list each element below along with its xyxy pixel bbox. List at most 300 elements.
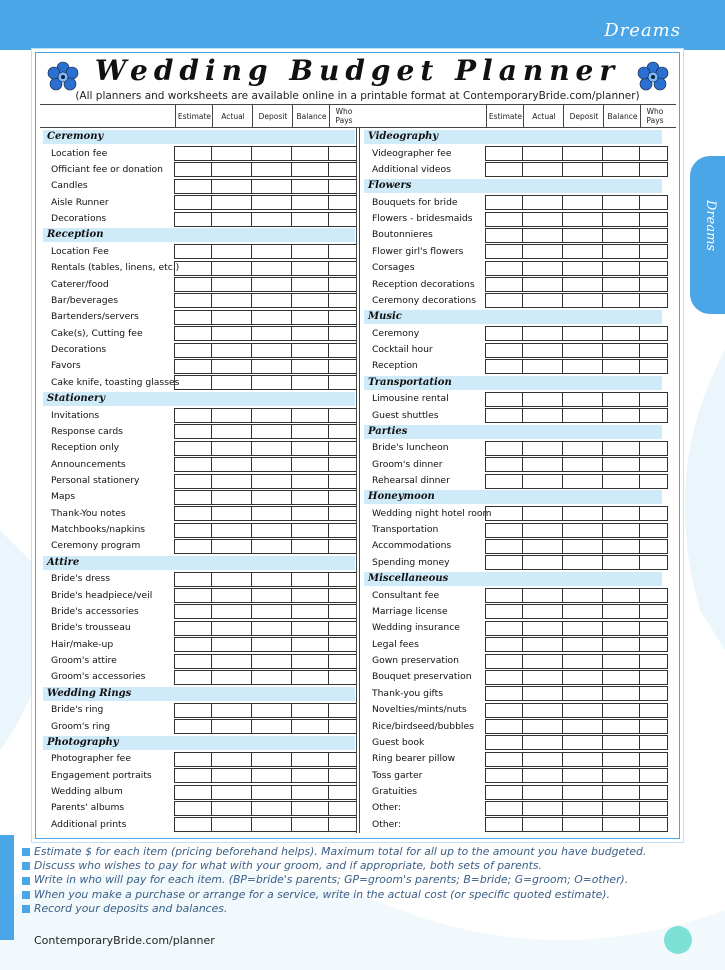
- entry-cell[interactable]: [639, 604, 668, 619]
- entry-cell[interactable]: [522, 523, 563, 538]
- entry-cell[interactable]: [174, 785, 212, 800]
- entry-cell[interactable]: [174, 490, 212, 505]
- entry-cell[interactable]: [291, 244, 329, 259]
- entry-cell[interactable]: [562, 735, 603, 750]
- entry-cell[interactable]: [291, 326, 329, 341]
- entry-cell[interactable]: [328, 195, 357, 210]
- entry-cell[interactable]: [291, 424, 329, 439]
- entry-cell[interactable]: [291, 703, 329, 718]
- entry-cell[interactable]: [291, 359, 329, 374]
- entry-cell[interactable]: [291, 408, 329, 423]
- entry-cell[interactable]: [522, 801, 563, 816]
- entry-cell[interactable]: [291, 621, 329, 636]
- entry-cell[interactable]: [562, 212, 603, 227]
- entry-cell[interactable]: [174, 179, 212, 194]
- entry-cell[interactable]: [562, 785, 603, 800]
- entry-cell[interactable]: [485, 604, 523, 619]
- entry-cell[interactable]: [211, 212, 252, 227]
- entry-cell[interactable]: [174, 719, 212, 734]
- entry-cell[interactable]: [522, 686, 563, 701]
- entry-cell[interactable]: [174, 244, 212, 259]
- entry-cell[interactable]: [211, 179, 252, 194]
- entry-cell[interactable]: [485, 735, 523, 750]
- entry-cell[interactable]: [174, 343, 212, 358]
- entry-cell[interactable]: [522, 768, 563, 783]
- entry-cell[interactable]: [174, 326, 212, 341]
- entry-cell[interactable]: [522, 506, 563, 521]
- entry-cell[interactable]: [291, 195, 329, 210]
- entry-cell[interactable]: [251, 588, 292, 603]
- entry-cell[interactable]: [522, 277, 563, 292]
- entry-cell[interactable]: [328, 326, 357, 341]
- entry-cell[interactable]: [291, 277, 329, 292]
- entry-cell[interactable]: [328, 441, 357, 456]
- entry-cell[interactable]: [174, 637, 212, 652]
- entry-cell[interactable]: [522, 441, 563, 456]
- entry-cell[interactable]: [251, 277, 292, 292]
- entry-cell[interactable]: [602, 392, 640, 407]
- entry-cell[interactable]: [485, 670, 523, 685]
- entry-cell[interactable]: [291, 310, 329, 325]
- entry-cell[interactable]: [211, 293, 252, 308]
- entry-cell[interactable]: [211, 785, 252, 800]
- entry-cell[interactable]: [522, 195, 563, 210]
- entry-cell[interactable]: [562, 817, 603, 832]
- entry-cell[interactable]: [328, 572, 357, 587]
- entry-cell[interactable]: [485, 785, 523, 800]
- entry-cell[interactable]: [328, 654, 357, 669]
- entry-cell[interactable]: [291, 441, 329, 456]
- entry-cell[interactable]: [639, 752, 668, 767]
- entry-cell[interactable]: [211, 457, 252, 472]
- entry-cell[interactable]: [211, 670, 252, 685]
- entry-cell[interactable]: [291, 293, 329, 308]
- entry-cell[interactable]: [602, 212, 640, 227]
- entry-cell[interactable]: [174, 441, 212, 456]
- entry-cell[interactable]: [602, 555, 640, 570]
- entry-cell[interactable]: [639, 457, 668, 472]
- entry-cell[interactable]: [211, 768, 252, 783]
- entry-cell[interactable]: [602, 768, 640, 783]
- entry-cell[interactable]: [211, 310, 252, 325]
- entry-cell[interactable]: [328, 261, 357, 276]
- entry-cell[interactable]: [485, 343, 523, 358]
- entry-cell[interactable]: [639, 703, 668, 718]
- entry-cell[interactable]: [639, 162, 668, 177]
- entry-cell[interactable]: [485, 654, 523, 669]
- entry-cell[interactable]: [639, 441, 668, 456]
- entry-cell[interactable]: [211, 572, 252, 587]
- entry-cell[interactable]: [328, 523, 357, 538]
- entry-cell[interactable]: [522, 146, 563, 161]
- entry-cell[interactable]: [251, 670, 292, 685]
- entry-cell[interactable]: [291, 768, 329, 783]
- entry-cell[interactable]: [522, 359, 563, 374]
- entry-cell[interactable]: [211, 621, 252, 636]
- entry-cell[interactable]: [211, 359, 252, 374]
- entry-cell[interactable]: [522, 588, 563, 603]
- entry-cell[interactable]: [328, 817, 357, 832]
- entry-cell[interactable]: [251, 293, 292, 308]
- entry-cell[interactable]: [639, 408, 668, 423]
- entry-cell[interactable]: [211, 604, 252, 619]
- entry-cell[interactable]: [291, 523, 329, 538]
- entry-cell[interactable]: [485, 212, 523, 227]
- entry-cell[interactable]: [174, 359, 212, 374]
- entry-cell[interactable]: [211, 261, 252, 276]
- entry-cell[interactable]: [485, 506, 523, 521]
- entry-cell[interactable]: [639, 670, 668, 685]
- entry-cell[interactable]: [251, 408, 292, 423]
- entry-cell[interactable]: [291, 179, 329, 194]
- entry-cell[interactable]: [174, 654, 212, 669]
- entry-cell[interactable]: [602, 719, 640, 734]
- entry-cell[interactable]: [291, 457, 329, 472]
- entry-cell[interactable]: [639, 359, 668, 374]
- entry-cell[interactable]: [328, 146, 357, 161]
- entry-cell[interactable]: [291, 343, 329, 358]
- entry-cell[interactable]: [602, 277, 640, 292]
- entry-cell[interactable]: [328, 293, 357, 308]
- entry-cell[interactable]: [291, 719, 329, 734]
- entry-cell[interactable]: [291, 785, 329, 800]
- entry-cell[interactable]: [562, 539, 603, 554]
- entry-cell[interactable]: [328, 424, 357, 439]
- entry-cell[interactable]: [602, 408, 640, 423]
- entry-cell[interactable]: [562, 654, 603, 669]
- entry-cell[interactable]: [251, 539, 292, 554]
- entry-cell[interactable]: [174, 212, 212, 227]
- entry-cell[interactable]: [562, 555, 603, 570]
- entry-cell[interactable]: [211, 817, 252, 832]
- entry-cell[interactable]: [251, 162, 292, 177]
- entry-cell[interactable]: [211, 637, 252, 652]
- entry-cell[interactable]: [522, 212, 563, 227]
- entry-cell[interactable]: [485, 719, 523, 734]
- entry-cell[interactable]: [639, 555, 668, 570]
- entry-cell[interactable]: [485, 408, 523, 423]
- entry-cell[interactable]: [251, 801, 292, 816]
- entry-cell[interactable]: [522, 326, 563, 341]
- entry-cell[interactable]: [211, 195, 252, 210]
- entry-cell[interactable]: [602, 523, 640, 538]
- entry-cell[interactable]: [562, 703, 603, 718]
- entry-cell[interactable]: [211, 523, 252, 538]
- entry-cell[interactable]: [602, 703, 640, 718]
- entry-cell[interactable]: [602, 588, 640, 603]
- entry-cell[interactable]: [251, 768, 292, 783]
- entry-cell[interactable]: [211, 375, 252, 390]
- entry-cell[interactable]: [211, 408, 252, 423]
- entry-cell[interactable]: [328, 408, 357, 423]
- entry-cell[interactable]: [602, 343, 640, 358]
- entry-cell[interactable]: [522, 621, 563, 636]
- entry-cell[interactable]: [174, 162, 212, 177]
- entry-cell[interactable]: [291, 654, 329, 669]
- entry-cell[interactable]: [328, 375, 357, 390]
- entry-cell[interactable]: [639, 195, 668, 210]
- entry-cell[interactable]: [522, 539, 563, 554]
- entry-cell[interactable]: [211, 162, 252, 177]
- entry-cell[interactable]: [485, 195, 523, 210]
- entry-cell[interactable]: [328, 179, 357, 194]
- entry-cell[interactable]: [602, 326, 640, 341]
- entry-cell[interactable]: [251, 244, 292, 259]
- entry-cell[interactable]: [562, 752, 603, 767]
- entry-cell[interactable]: [291, 146, 329, 161]
- entry-cell[interactable]: [174, 539, 212, 554]
- entry-cell[interactable]: [211, 277, 252, 292]
- entry-cell[interactable]: [251, 703, 292, 718]
- entry-cell[interactable]: [328, 670, 357, 685]
- entry-cell[interactable]: [602, 539, 640, 554]
- entry-cell[interactable]: [251, 752, 292, 767]
- entry-cell[interactable]: [328, 457, 357, 472]
- entry-cell[interactable]: [291, 801, 329, 816]
- entry-cell[interactable]: [485, 146, 523, 161]
- entry-cell[interactable]: [251, 343, 292, 358]
- entry-cell[interactable]: [562, 719, 603, 734]
- entry-cell[interactable]: [602, 506, 640, 521]
- entry-cell[interactable]: [562, 228, 603, 243]
- entry-cell[interactable]: [174, 572, 212, 587]
- entry-cell[interactable]: [562, 244, 603, 259]
- entry-cell[interactable]: [251, 146, 292, 161]
- entry-cell[interactable]: [211, 539, 252, 554]
- entry-cell[interactable]: [639, 523, 668, 538]
- entry-cell[interactable]: [639, 719, 668, 734]
- entry-cell[interactable]: [328, 506, 357, 521]
- entry-cell[interactable]: [562, 277, 603, 292]
- entry-cell[interactable]: [602, 228, 640, 243]
- entry-cell[interactable]: [251, 359, 292, 374]
- entry-cell[interactable]: [328, 621, 357, 636]
- entry-cell[interactable]: [562, 293, 603, 308]
- entry-cell[interactable]: [485, 474, 523, 489]
- entry-cell[interactable]: [174, 817, 212, 832]
- entry-cell[interactable]: [211, 441, 252, 456]
- entry-cell[interactable]: [485, 768, 523, 783]
- entry-cell[interactable]: [602, 735, 640, 750]
- entry-cell[interactable]: [639, 801, 668, 816]
- entry-cell[interactable]: [485, 277, 523, 292]
- entry-cell[interactable]: [639, 146, 668, 161]
- entry-cell[interactable]: [291, 637, 329, 652]
- entry-cell[interactable]: [174, 310, 212, 325]
- entry-cell[interactable]: [522, 670, 563, 685]
- entry-cell[interactable]: [291, 572, 329, 587]
- entry-cell[interactable]: [522, 752, 563, 767]
- entry-cell[interactable]: [328, 244, 357, 259]
- entry-cell[interactable]: [522, 244, 563, 259]
- entry-cell[interactable]: [522, 817, 563, 832]
- entry-cell[interactable]: [485, 539, 523, 554]
- entry-cell[interactable]: [174, 523, 212, 538]
- entry-cell[interactable]: [485, 261, 523, 276]
- entry-cell[interactable]: [639, 654, 668, 669]
- entry-cell[interactable]: [639, 588, 668, 603]
- entry-cell[interactable]: [562, 359, 603, 374]
- entry-cell[interactable]: [485, 523, 523, 538]
- entry-cell[interactable]: [602, 441, 640, 456]
- entry-cell[interactable]: [522, 785, 563, 800]
- entry-cell[interactable]: [602, 637, 640, 652]
- entry-cell[interactable]: [562, 195, 603, 210]
- entry-cell[interactable]: [174, 801, 212, 816]
- entry-cell[interactable]: [639, 768, 668, 783]
- entry-cell[interactable]: [639, 343, 668, 358]
- entry-cell[interactable]: [562, 621, 603, 636]
- entry-cell[interactable]: [485, 801, 523, 816]
- entry-cell[interactable]: [522, 474, 563, 489]
- entry-cell[interactable]: [251, 261, 292, 276]
- entry-cell[interactable]: [522, 703, 563, 718]
- entry-cell[interactable]: [291, 670, 329, 685]
- entry-cell[interactable]: [251, 212, 292, 227]
- entry-cell[interactable]: [328, 490, 357, 505]
- entry-cell[interactable]: [174, 195, 212, 210]
- entry-cell[interactable]: [251, 604, 292, 619]
- entry-cell[interactable]: [639, 686, 668, 701]
- entry-cell[interactable]: [639, 326, 668, 341]
- entry-cell[interactable]: [522, 719, 563, 734]
- entry-cell[interactable]: [485, 441, 523, 456]
- entry-cell[interactable]: [602, 146, 640, 161]
- entry-cell[interactable]: [639, 293, 668, 308]
- entry-cell[interactable]: [174, 408, 212, 423]
- entry-cell[interactable]: [485, 637, 523, 652]
- entry-cell[interactable]: [328, 604, 357, 619]
- entry-cell[interactable]: [602, 670, 640, 685]
- entry-cell[interactable]: [328, 277, 357, 292]
- entry-cell[interactable]: [639, 261, 668, 276]
- entry-cell[interactable]: [211, 752, 252, 767]
- entry-cell[interactable]: [174, 506, 212, 521]
- entry-cell[interactable]: [562, 604, 603, 619]
- entry-cell[interactable]: [485, 162, 523, 177]
- entry-cell[interactable]: [174, 424, 212, 439]
- entry-cell[interactable]: [602, 817, 640, 832]
- entry-cell[interactable]: [291, 817, 329, 832]
- entry-cell[interactable]: [174, 670, 212, 685]
- entry-cell[interactable]: [485, 392, 523, 407]
- entry-cell[interactable]: [562, 523, 603, 538]
- entry-cell[interactable]: [639, 637, 668, 652]
- entry-cell[interactable]: [328, 474, 357, 489]
- entry-cell[interactable]: [562, 261, 603, 276]
- entry-cell[interactable]: [639, 817, 668, 832]
- entry-cell[interactable]: [485, 621, 523, 636]
- entry-cell[interactable]: [291, 490, 329, 505]
- entry-cell[interactable]: [211, 474, 252, 489]
- entry-cell[interactable]: [328, 801, 357, 816]
- entry-cell[interactable]: [602, 244, 640, 259]
- entry-cell[interactable]: [328, 539, 357, 554]
- entry-cell[interactable]: [251, 785, 292, 800]
- entry-cell[interactable]: [522, 228, 563, 243]
- entry-cell[interactable]: [639, 212, 668, 227]
- entry-cell[interactable]: [602, 474, 640, 489]
- entry-cell[interactable]: [291, 588, 329, 603]
- entry-cell[interactable]: [562, 162, 603, 177]
- entry-cell[interactable]: [562, 768, 603, 783]
- entry-cell[interactable]: [328, 752, 357, 767]
- entry-cell[interactable]: [485, 228, 523, 243]
- entry-cell[interactable]: [328, 359, 357, 374]
- entry-cell[interactable]: [251, 637, 292, 652]
- entry-cell[interactable]: [602, 261, 640, 276]
- entry-cell[interactable]: [291, 539, 329, 554]
- entry-cell[interactable]: [562, 474, 603, 489]
- entry-cell[interactable]: [328, 768, 357, 783]
- entry-cell[interactable]: [211, 326, 252, 341]
- entry-cell[interactable]: [174, 457, 212, 472]
- entry-cell[interactable]: [174, 752, 212, 767]
- entry-cell[interactable]: [251, 424, 292, 439]
- entry-cell[interactable]: [485, 244, 523, 259]
- entry-cell[interactable]: [602, 293, 640, 308]
- entry-cell[interactable]: [562, 801, 603, 816]
- entry-cell[interactable]: [602, 359, 640, 374]
- entry-cell[interactable]: [602, 785, 640, 800]
- entry-cell[interactable]: [602, 621, 640, 636]
- entry-cell[interactable]: [328, 785, 357, 800]
- entry-cell[interactable]: [602, 457, 640, 472]
- entry-cell[interactable]: [562, 506, 603, 521]
- entry-cell[interactable]: [522, 637, 563, 652]
- entry-cell[interactable]: [522, 162, 563, 177]
- entry-cell[interactable]: [328, 310, 357, 325]
- entry-cell[interactable]: [211, 719, 252, 734]
- entry-cell[interactable]: [562, 670, 603, 685]
- entry-cell[interactable]: [251, 179, 292, 194]
- entry-cell[interactable]: [602, 162, 640, 177]
- entry-cell[interactable]: [522, 604, 563, 619]
- entry-cell[interactable]: [485, 457, 523, 472]
- entry-cell[interactable]: [639, 244, 668, 259]
- entry-cell[interactable]: [174, 621, 212, 636]
- entry-cell[interactable]: [562, 637, 603, 652]
- entry-cell[interactable]: [522, 654, 563, 669]
- entry-cell[interactable]: [562, 408, 603, 423]
- entry-cell[interactable]: [639, 506, 668, 521]
- entry-cell[interactable]: [485, 359, 523, 374]
- entry-cell[interactable]: [251, 621, 292, 636]
- entry-cell[interactable]: [251, 375, 292, 390]
- entry-cell[interactable]: [522, 555, 563, 570]
- entry-cell[interactable]: [562, 457, 603, 472]
- entry-cell[interactable]: [485, 686, 523, 701]
- entry-cell[interactable]: [602, 654, 640, 669]
- entry-cell[interactable]: [562, 686, 603, 701]
- entry-cell[interactable]: [485, 588, 523, 603]
- entry-cell[interactable]: [291, 162, 329, 177]
- entry-cell[interactable]: [485, 326, 523, 341]
- entry-cell[interactable]: [251, 474, 292, 489]
- entry-cell[interactable]: [211, 588, 252, 603]
- entry-cell[interactable]: [562, 343, 603, 358]
- entry-cell[interactable]: [485, 293, 523, 308]
- entry-cell[interactable]: [602, 686, 640, 701]
- entry-cell[interactable]: [174, 703, 212, 718]
- entry-cell[interactable]: [522, 392, 563, 407]
- entry-cell[interactable]: [211, 654, 252, 669]
- entry-cell[interactable]: [639, 539, 668, 554]
- entry-cell[interactable]: [562, 588, 603, 603]
- entry-cell[interactable]: [639, 735, 668, 750]
- entry-cell[interactable]: [291, 752, 329, 767]
- entry-cell[interactable]: [291, 375, 329, 390]
